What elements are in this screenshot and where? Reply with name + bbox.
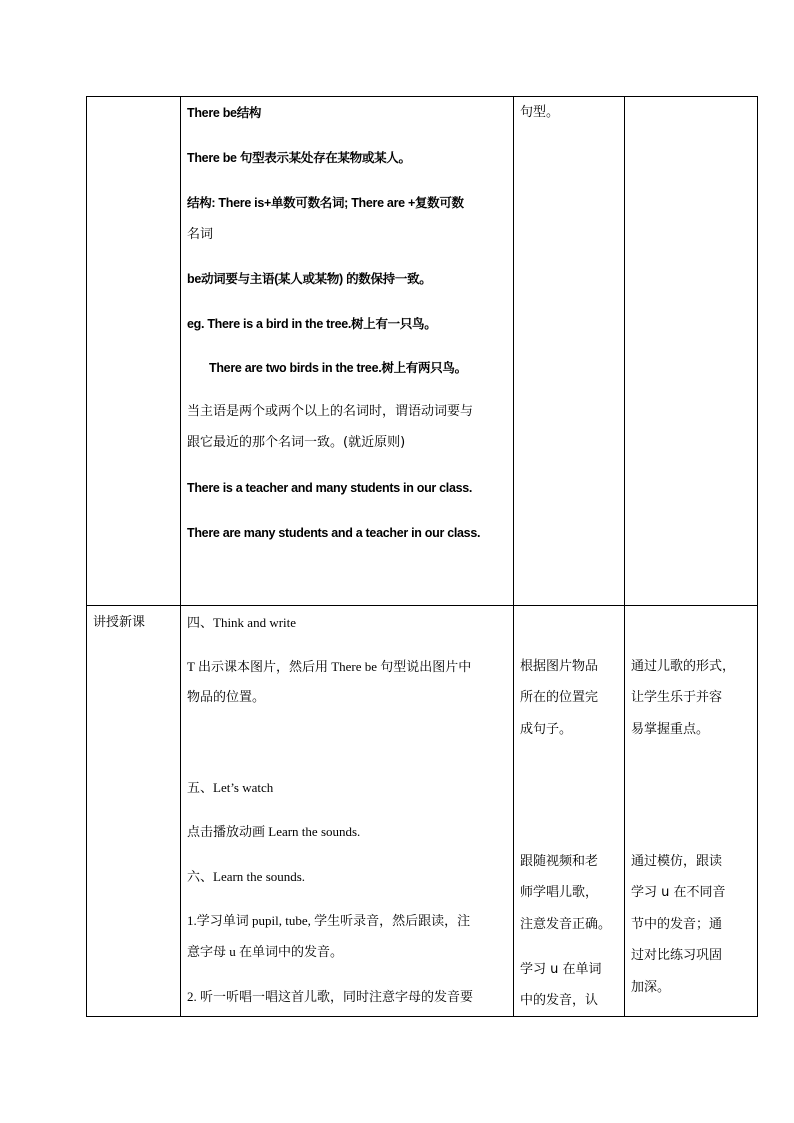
content-line: eg. There is a bird in the tree.树上有一只鸟。 bbox=[187, 317, 437, 331]
content-line: There are many students and a teacher in our class. bbox=[187, 526, 481, 540]
content-line: 通过模仿，跟读 bbox=[631, 854, 723, 869]
stage-label: 讲授新课 bbox=[93, 615, 146, 630]
table-cell-content bbox=[181, 97, 514, 606]
content-line: 通过儿歌的形式， bbox=[631, 659, 736, 674]
content-line: There are two birds in the tree.树上有两只鸟。 bbox=[209, 361, 467, 375]
table-cell-design-intent bbox=[625, 97, 758, 606]
content-line: There is a teacher and many students in our class. bbox=[187, 481, 473, 495]
content-line: 意字母 u 在单词中的发音。 bbox=[187, 944, 344, 959]
table-cell-stage bbox=[87, 97, 181, 606]
content-line: 过对比练习巩固 bbox=[631, 948, 723, 963]
content-line: 五、Let’s watch bbox=[187, 780, 274, 795]
content-line: T 出示课本图片，然后用 There be 句型说出图片中 bbox=[187, 659, 472, 674]
table-cell-student-activity bbox=[514, 97, 625, 606]
table-cell-design-intent bbox=[625, 606, 758, 1017]
content-line: 学习 u 在单词 bbox=[520, 962, 602, 977]
content-line: 注意发音正确。 bbox=[520, 917, 612, 932]
content-line: 学习 u 在不同音 bbox=[631, 885, 726, 900]
content-line: 四、Think and write bbox=[187, 615, 297, 630]
content-line: 易掌握重点。 bbox=[631, 722, 710, 737]
content-line: 加深。 bbox=[631, 980, 671, 995]
content-line: 成句子。 bbox=[520, 722, 573, 737]
content-line: 结构: There is+单数可数名词; There are +复数可数 bbox=[187, 196, 464, 210]
content-line: 名词 bbox=[187, 227, 214, 242]
content-line: 根据图片物品 bbox=[520, 659, 599, 674]
table-row bbox=[87, 97, 758, 606]
content-line: There be结构 bbox=[187, 106, 262, 120]
table-cell-content bbox=[181, 606, 514, 1017]
content-line: 中的发音，认 bbox=[520, 993, 599, 1008]
content-line: There be 句型表示某处存在某物或某人。 bbox=[187, 151, 411, 165]
content-line: be动词要与主语(某人或某物) 的数保持一致。 bbox=[187, 272, 432, 286]
content-line: 节中的发音；通 bbox=[631, 917, 723, 932]
content-line: 六、Learn the sounds. bbox=[187, 869, 306, 884]
content-line: 让学生乐于并容 bbox=[631, 690, 723, 705]
table-cell-student-activity bbox=[514, 606, 625, 1017]
content-line: 当主语是两个或两个以上的名词时，谓语动词要与 bbox=[187, 404, 474, 419]
content-line: 句型。 bbox=[520, 105, 560, 120]
content-line: 所在的位置完 bbox=[520, 690, 599, 705]
content-line: 物品的位置。 bbox=[187, 690, 266, 705]
content-line: 1.学习单词 pupil, tube, 学生听录音，然后跟读，注 bbox=[187, 913, 471, 928]
content-line: 跟它最近的那个名词一致。(就近原则) bbox=[187, 435, 406, 450]
content-line: 2. 听一听唱一唱这首儿歌，同时注意字母的发音要 bbox=[187, 989, 474, 1004]
table-cell-stage bbox=[87, 606, 181, 1017]
lesson-plan-table bbox=[86, 96, 758, 1017]
content-line: 跟随视频和老 bbox=[520, 854, 599, 869]
content-line: 师学唱儿歌， bbox=[520, 885, 599, 900]
content-line: 点击播放动画 Learn the sounds. bbox=[187, 824, 361, 839]
table-row bbox=[87, 606, 758, 1017]
